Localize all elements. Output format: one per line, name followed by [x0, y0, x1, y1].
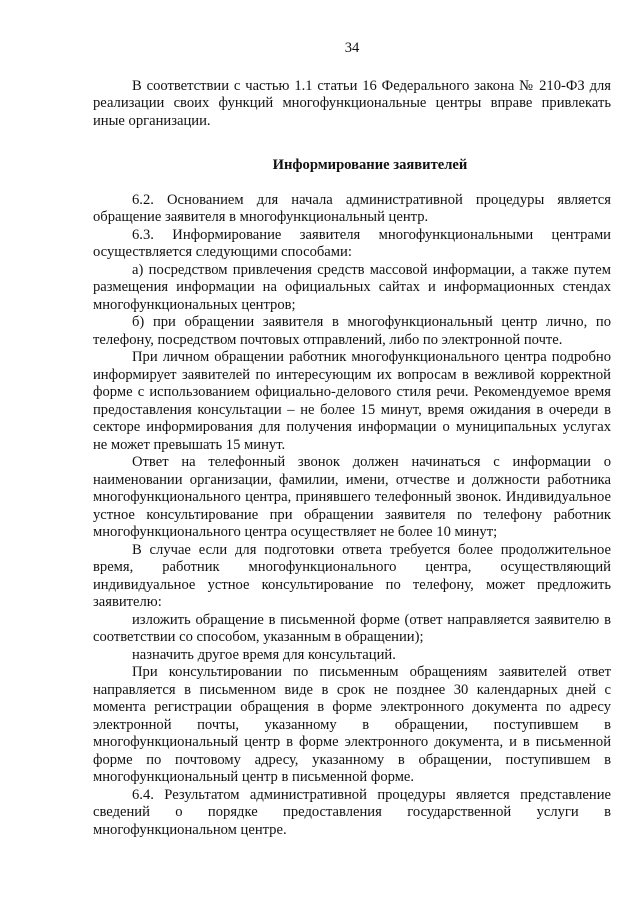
paragraph-6-2: 6.2. Основанием для начала административной процедуры является обращение заявителя в многофункциональный центр.	[93, 191, 611, 225]
spacer	[93, 130, 611, 157]
paragraph-phone-call: Ответ на телефонный звонок должен начинаться с информации о наименовании организации, фамилии, имени, отчестве и должности работника многофункционального центра, принявшего телефонный звонок. Индивидуальное устное консультирование при обращении заявителя по телефону работник многофункционального центра осуществляет не более 10 минут;	[93, 454, 611, 540]
paragraph-6-3: 6.3. Информирование заявителя многофункциональными центрами осуществляется следующими способами:	[93, 226, 611, 260]
list-item-b: б) при обращении заявителя в многофункциональный центр лично, по телефону, посредством почтовых отправлений, либо по электронной почте.	[93, 314, 611, 348]
spacer	[93, 175, 611, 192]
document-page	[93, 40, 611, 839]
paragraph-written-requests: При консультировании по письменным обращениям заявителей ответ направляется в письменном виде в срок не позднее 30 календарных дней с момента регистрации обращения в форме электронного документа по адресу электронной почты, указанному в обращении, поступившем в многофункциональный центр в форме электронного документа, и в письменной форме по почтовому адресу, указанному в обращении, поступившем в многофункциональный центр в письменной форме.	[93, 664, 611, 785]
option-other-time: назначить другое время для консультаций.	[132, 646, 396, 663]
paragraph-longer-answer: В случае если для подготовки ответа требуется более продолжительное время, работник многофункционального центра, осуществляющий индивидуальное устное консультирование по телефону, может предложить заявителю:	[93, 541, 611, 610]
intro-paragraph: В соответствии с частью 1.1 статьи 16 Федерального закона № 210-ФЗ для реализации своих функций многофункциональные центры вправе привлекать иные организации.	[93, 77, 611, 129]
section-heading: Информирование заявителей	[272, 157, 468, 173]
paragraph-personal-visit: При личном обращении работник многофункционального центра подробно информирует заявителей по интересующим их вопросам в вежливой корректной форме с использованием официально-делового стиля речи. Рекомендуемое время предоставления консультации – не более 15 минут, время ожидания в очереди в секторе информирования для получения информации о муниципальных услугах не может превышать 15 минут.	[93, 349, 611, 453]
list-item-a: а) посредством привлечения средств массовой информации, а также путем размещения информации на официальных сайтах и информационных стендах многофункциональных центров;	[93, 261, 611, 313]
page-number: 34	[344, 40, 360, 56]
paragraph-6-4: 6.4. Результатом административной процедуры является представление сведений о порядке предоставления государственной услуги в многофункциональном центре.	[93, 786, 611, 838]
option-written-request: изложить обращение в письменной форме (ответ направляется заявителю в соответствии со способом, указанным в обращении);	[93, 611, 611, 645]
